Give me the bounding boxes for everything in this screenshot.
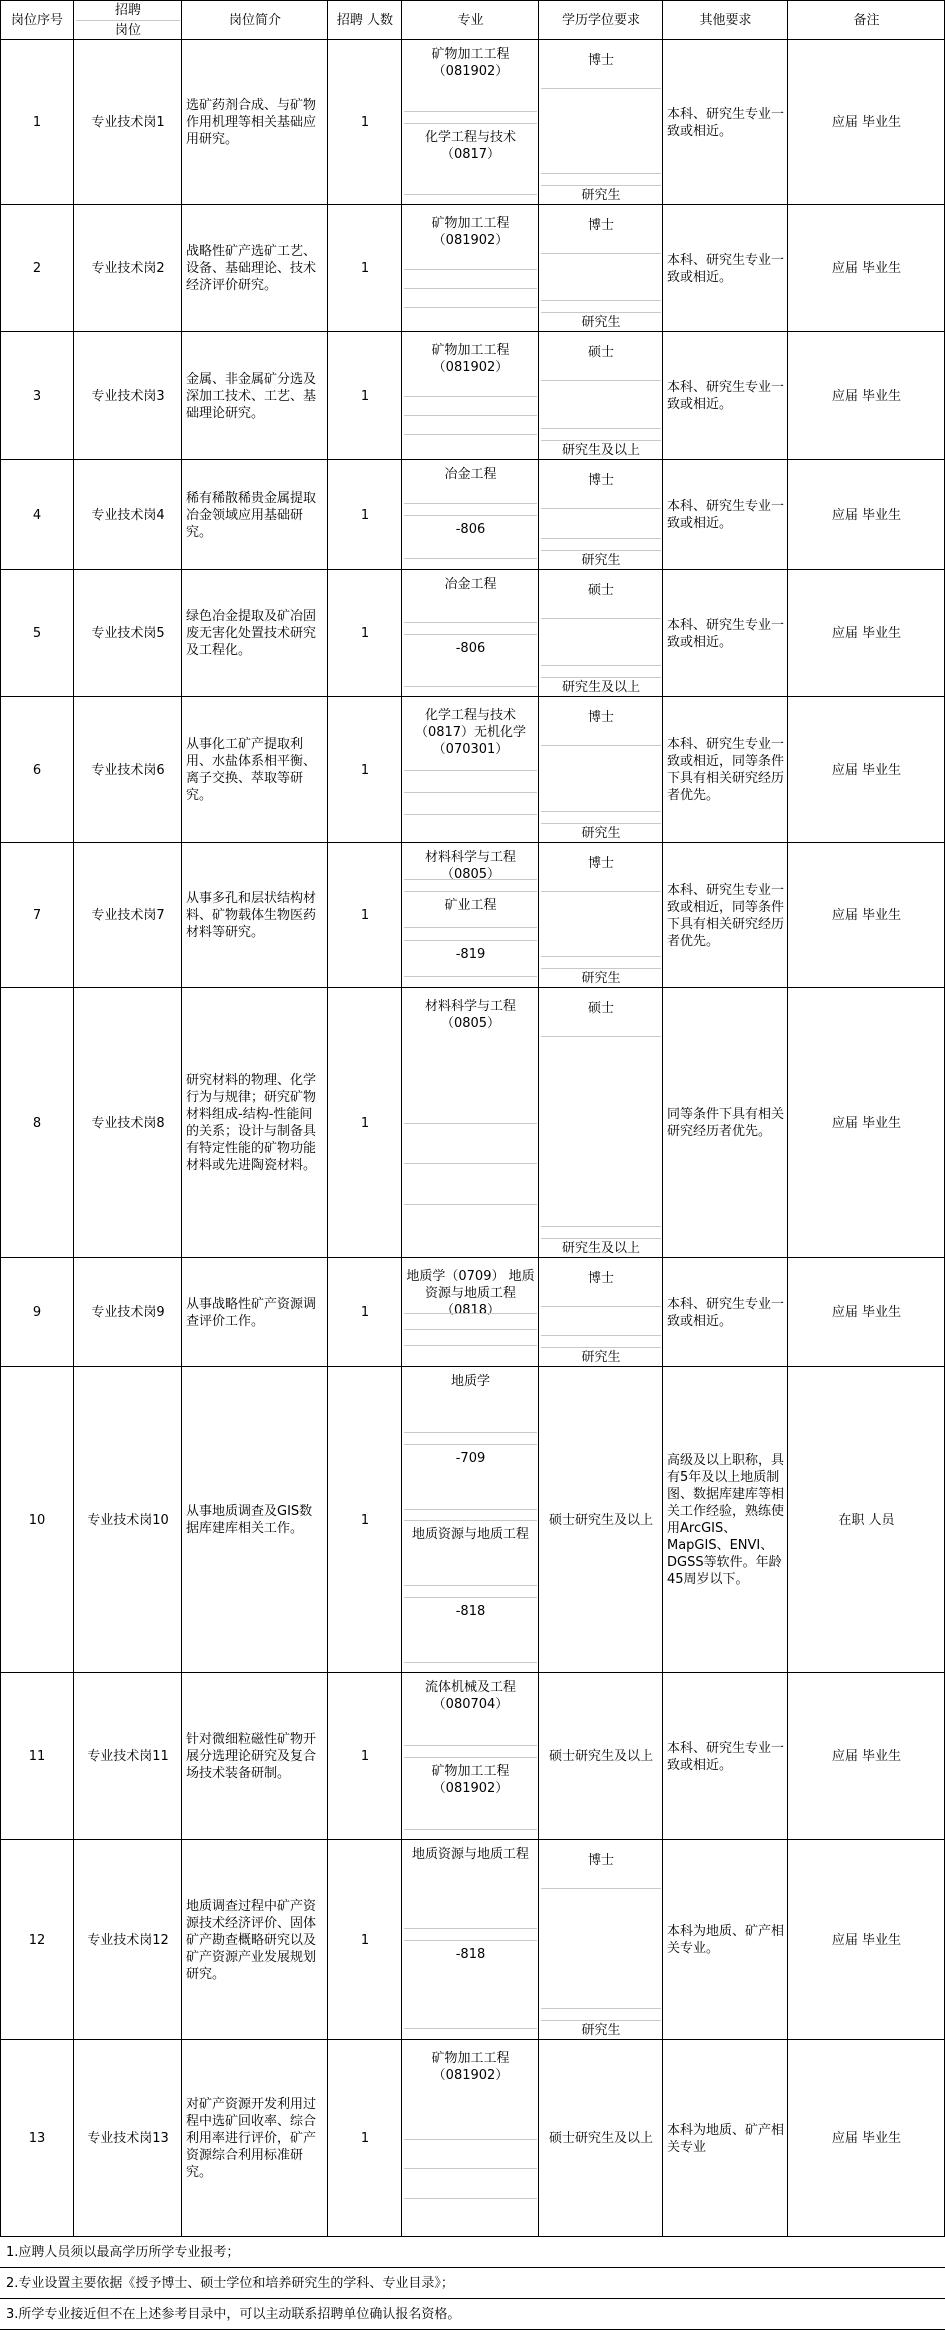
row-edu-bottom: 研究生 xyxy=(581,2022,621,2038)
row-post: 专业技术岗2 xyxy=(91,261,165,276)
row-intro: 从事多孔和层状结构材料、矿物载体生物医药材料等研究。 xyxy=(186,891,317,940)
major-gridline xyxy=(404,1345,537,1346)
row-count: 1 xyxy=(360,908,370,923)
row-major: 地质学（0709） 地质资源与地质工程（0818） xyxy=(406,1269,535,1318)
row-intro: 战略性矿产选矿工艺、设备、基础理论、技术经济评价研究。 xyxy=(186,244,317,293)
header-edu: 学历学位要求 xyxy=(561,12,640,28)
row-major1: 冶金工程 xyxy=(444,577,497,592)
row-edu-top: 博士 xyxy=(587,710,614,725)
row-count: 1 xyxy=(360,1932,370,1948)
major-gridline xyxy=(404,770,537,771)
row-edu-top: 博士 xyxy=(587,218,614,233)
major-gridline xyxy=(404,515,537,516)
row-edu-bottom: 研究生及以上 xyxy=(561,679,640,695)
row-seq: 12 xyxy=(28,1932,46,1948)
major-gridline xyxy=(404,1432,537,1433)
edu-gridline xyxy=(541,968,661,969)
major-gridline xyxy=(404,927,537,928)
header-intro: 岗位简介 xyxy=(228,12,281,28)
row-other: 本科、研究生专业一致或相近。 xyxy=(667,617,785,650)
major-gridline xyxy=(404,1313,537,1314)
row-post: 专业技术岗7 xyxy=(91,908,165,923)
row-remark: 应届 毕业生 xyxy=(831,261,902,276)
row-remark: 应届 毕业生 xyxy=(831,1115,902,1131)
edu-gridline xyxy=(541,508,661,509)
row-post: 专业技术岗4 xyxy=(91,507,165,523)
row-seq: 4 xyxy=(32,507,42,523)
row-edu-bottom: 研究生及以上 xyxy=(561,1240,640,1256)
header-recruit: 招聘 xyxy=(114,2,141,18)
header-other: 其他要求 xyxy=(699,12,752,28)
row-seq: 1 xyxy=(32,115,42,130)
major-gridline xyxy=(404,1204,537,1205)
row-post: 专业技术岗5 xyxy=(91,626,165,641)
row-post: 专业技术岗10 xyxy=(87,1512,169,1528)
row-edu: 硕士研究生及以上 xyxy=(548,1749,653,1764)
row-seq: 11 xyxy=(28,1749,46,1764)
row-post: 专业技术岗1 xyxy=(91,115,165,130)
major-gridline xyxy=(404,415,537,416)
edu-gridline xyxy=(541,618,661,619)
edu-gridline xyxy=(541,1238,661,1239)
row-remark: 应届 毕业生 xyxy=(831,115,902,130)
header-remark: 备注 xyxy=(853,12,880,28)
row-post: 专业技术岗8 xyxy=(91,1115,165,1131)
edu-gridline xyxy=(541,823,661,824)
footnote-2: 2.专业设置主要依据《授予博士、硕士学位和培养研究生的学科、专业目录》； xyxy=(0,2268,945,2299)
row-major1: 流体机械及工程（080704） xyxy=(424,1680,516,1712)
row-other: 本科、研究生专业一致或相近，同等条件下具有相关研究经历者优先。 xyxy=(667,737,785,803)
row-edu-top: 博士 xyxy=(587,473,614,488)
row-count: 1 xyxy=(360,1305,370,1320)
edu-gridline xyxy=(541,665,661,666)
edu-gridline xyxy=(541,300,661,301)
row-edu-bottom: 研究生 xyxy=(581,825,621,841)
edu-gridline xyxy=(541,185,661,186)
row-major4: -818 xyxy=(455,1604,486,1619)
header-major: 专业 xyxy=(457,12,484,28)
row-post: 专业技术岗13 xyxy=(87,2131,169,2146)
row-post: 专业技术岗11 xyxy=(87,1749,169,1764)
row-8-cell-5 xyxy=(539,988,663,1258)
edu-gridline xyxy=(541,440,661,441)
major-gridline xyxy=(404,2139,537,2140)
row-post: 专业技术岗3 xyxy=(91,388,165,404)
edu-gridline xyxy=(541,677,661,678)
major-gridline xyxy=(404,1123,537,1124)
row-edu-top: 硕士 xyxy=(587,345,614,360)
row-intro: 地质调查过程中矿产资源技术经济评价、固体矿产勘查概略研究以及矿产资源产业发展规划研究。 xyxy=(186,1898,317,1982)
major-gridline xyxy=(404,2168,537,2169)
row-other: 本科、研究生专业一致或相近。 xyxy=(667,1740,785,1773)
major-gridline xyxy=(404,622,537,623)
edu-gridline xyxy=(541,380,661,381)
edu-gridline xyxy=(541,1888,661,1889)
edu-gridline xyxy=(541,550,661,551)
row-major1: 冶金工程 xyxy=(444,467,497,482)
edu-gridline xyxy=(541,811,661,812)
row-intro: 从事化工矿产提取利用、水盐体系相平衡、离子交换、萃取等研究。 xyxy=(186,737,317,803)
row-edu-top: 硕士 xyxy=(587,1001,614,1016)
row-seq: 9 xyxy=(32,1305,42,1320)
major-gridline xyxy=(404,1520,537,1521)
header-post: 岗位 xyxy=(114,22,141,38)
row-count: 1 xyxy=(360,1115,370,1131)
major-gridline xyxy=(404,891,537,892)
row-edu-top: 博士 xyxy=(587,1271,614,1286)
major-gridline xyxy=(404,1829,537,1830)
major-gridline xyxy=(404,879,537,880)
row-major: 化学工程与技术（0817）无机化学（070301） xyxy=(414,708,527,757)
major-gridline xyxy=(404,1163,537,1164)
row-intro: 针对微细粒磁性矿物开展分选理论研究及复合场技术装备研制。 xyxy=(186,1732,317,1781)
row-edu-top: 硕士 xyxy=(587,583,614,598)
major-gridline xyxy=(404,2198,537,2199)
row-other: 本科、研究生专业一致或相近。 xyxy=(667,1296,785,1329)
row-intro: 金属、非金属矿分选及深加工技术、工艺、基础理论研究。 xyxy=(186,371,317,421)
row-major1: 地质学 xyxy=(450,1374,490,1389)
row-major2: 化学工程与技术（0817） xyxy=(424,130,516,162)
row-seq: 13 xyxy=(28,2131,46,2146)
edu-gridline xyxy=(541,538,661,539)
edu-gridline xyxy=(541,428,661,429)
row-other: 本科、研究生专业一致或相近。 xyxy=(667,106,785,139)
row-other: 本科、研究生专业一致或相近，同等条件下具有相关研究经历者优先。 xyxy=(667,882,785,949)
edu-gridline xyxy=(541,312,661,313)
row-count: 1 xyxy=(360,2131,370,2146)
row-intro: 研究材料的物理、化学行为与规律；研究矿物材料组成-结构-性能间的关系；设计与制备具有特定性能的矿物功能材料或先进陶瓷材料。 xyxy=(186,1073,317,1173)
row-major3: 地质资源与地质工程 xyxy=(411,1527,529,1542)
major-gridline xyxy=(404,792,537,793)
row-edu-bottom: 研究生 xyxy=(581,187,621,203)
row-count: 1 xyxy=(360,1749,370,1764)
major-gridline xyxy=(404,1745,537,1746)
major-gridline xyxy=(404,288,537,289)
major-gridline xyxy=(404,307,537,308)
row-edu-bottom: 研究生 xyxy=(581,970,621,986)
row-edu: 硕士研究生及以上 xyxy=(548,2131,653,2146)
row-count: 1 xyxy=(360,762,370,778)
row-other: 本科、研究生专业一致或相近。 xyxy=(667,252,785,285)
row-count: 1 xyxy=(360,1512,370,1528)
major-gridline xyxy=(404,558,537,559)
row-count: 1 xyxy=(360,115,370,130)
row-remark: 应届 毕业生 xyxy=(831,1749,902,1764)
row-edu-bottom: 研究生及以上 xyxy=(561,442,640,458)
row-edu-top: 博士 xyxy=(587,856,614,871)
row-major1: 地质资源与地质工程 xyxy=(411,1847,529,1862)
major-gridline xyxy=(404,1444,537,1445)
row-count: 1 xyxy=(360,626,370,641)
row-major: 矿物加工工程（081902） xyxy=(431,216,510,248)
row-major1: 矿物加工工程（081902） xyxy=(431,47,510,79)
row-intro: 从事战略性矿产资源调查评价工作。 xyxy=(186,1296,317,1329)
major-gridline xyxy=(404,1757,537,1758)
edu-gridline xyxy=(541,253,661,254)
row-post: 专业技术岗12 xyxy=(87,1932,169,1948)
major-gridline xyxy=(404,2028,537,2029)
edu-gridline xyxy=(541,745,661,746)
row-major2: 矿业工程 xyxy=(444,898,497,913)
edu-gridline xyxy=(541,2008,661,2009)
row-seq: 2 xyxy=(32,261,42,276)
major-gridline xyxy=(404,634,537,635)
major-gridline xyxy=(404,1662,537,1663)
major-gridline xyxy=(404,940,537,941)
row-seq: 7 xyxy=(32,908,42,923)
major-gridline xyxy=(404,1597,537,1598)
major-gridline xyxy=(404,123,537,124)
row-remark: 在职 人员 xyxy=(838,1512,895,1528)
row-intro: 选矿药剂合成、与矿物作用机理等相关基础应用研究。 xyxy=(186,98,317,147)
edu-gridline xyxy=(541,1226,661,1227)
row-remark: 应届 毕业生 xyxy=(831,2131,902,2146)
row-count: 1 xyxy=(360,507,370,523)
row-edu: 硕士研究生及以上 xyxy=(548,1512,653,1528)
row-major: 材料科学与工程（0805） xyxy=(424,999,516,1031)
edu-gridline xyxy=(541,173,661,174)
row-major: 矿物加工工程（081902） xyxy=(431,343,510,375)
row-other: 本科为地质、矿产相关专业 xyxy=(667,2122,785,2155)
major-gridline xyxy=(404,1940,537,1941)
row-edu-bottom: 研究生 xyxy=(581,1349,621,1365)
major-gridline xyxy=(404,434,537,435)
row-remark: 应届 毕业生 xyxy=(831,507,902,523)
row-other: 同等条件下具有相关研究经历者优先。 xyxy=(667,1107,785,1139)
row-intro: 对矿产资源开发利用过程中选矿回收率、综合利用率进行评价，矿产资源综合利用标准研究。 xyxy=(186,2097,317,2180)
major-gridline xyxy=(404,1928,537,1929)
row-edu-bottom: 研究生 xyxy=(581,552,621,568)
edu-gridline xyxy=(541,1335,661,1336)
major-gridline xyxy=(404,976,537,977)
footnote-1: 1.应聘人员须以最高学历所学专业报考； xyxy=(0,2237,945,2268)
row-count: 1 xyxy=(360,261,370,276)
row-remark: 应届 毕业生 xyxy=(831,908,902,923)
row-major2: -709 xyxy=(455,1451,486,1466)
row-seq: 10 xyxy=(28,1512,46,1528)
major-gridline xyxy=(404,396,537,397)
row-count: 1 xyxy=(360,388,370,404)
row-edu-top: 博士 xyxy=(587,1853,614,1868)
row-edu-top: 博士 xyxy=(587,53,614,68)
row-major1: 材料科学与工程（0805） xyxy=(424,850,516,882)
edu-gridline xyxy=(541,956,661,957)
header-seq: 岗位序号 xyxy=(10,12,63,28)
row-major2: -818 xyxy=(455,1947,486,1962)
edu-gridline xyxy=(541,1036,661,1037)
row-seq: 8 xyxy=(32,1115,42,1131)
major-gridline xyxy=(404,194,537,195)
row-major2: -806 xyxy=(455,641,486,656)
row-post: 专业技术岗9 xyxy=(91,1305,165,1320)
row-other: 本科、研究生专业一致或相近。 xyxy=(667,499,785,531)
row-other: 本科、研究生专业一致或相近。 xyxy=(667,380,785,412)
row-edu-bottom: 研究生 xyxy=(581,314,621,330)
major-gridline xyxy=(404,269,537,270)
edu-gridline xyxy=(541,2020,661,2021)
major-gridline xyxy=(404,814,537,815)
edu-gridline xyxy=(541,1306,661,1307)
row-other: 高级及以上职称，具有5年及以上地质制图、数据库建库等相关工作经验，熟练使用ArcGIS、MapGIS、ENVI、DGSS等软件。年龄45周岁以下。 xyxy=(667,1453,785,1587)
row-remark: 应届 毕业生 xyxy=(831,1932,902,1948)
row-seq: 3 xyxy=(32,388,42,404)
row-post: 专业技术岗6 xyxy=(91,762,165,778)
row-seq: 6 xyxy=(32,762,42,778)
major-gridline xyxy=(404,111,537,112)
major-gridline xyxy=(404,1329,537,1330)
major-gridline xyxy=(404,1585,537,1586)
row-major2: 矿物加工工程（081902） xyxy=(431,1764,510,1796)
edu-gridline xyxy=(541,1347,661,1348)
row-intro: 绿色冶金提取及矿冶固废无害化处置技术研究及工程化。 xyxy=(186,609,317,658)
row-remark: 应届 毕业生 xyxy=(831,762,902,778)
footnote-3: 3.所学专业接近但不在上述参考目录中，可以主动联系招聘单位确认报名资格。 xyxy=(0,2299,945,2330)
row-seq: 5 xyxy=(32,626,42,641)
edu-gridline xyxy=(541,88,661,89)
row-intro: 稀有稀散稀贵金属提取冶金领域应用基础研究。 xyxy=(186,490,317,540)
edu-gridline xyxy=(541,891,661,892)
header-count: 招聘 人数 xyxy=(336,12,394,28)
row-major: 矿物加工工程（081902） xyxy=(431,2051,510,2083)
row-intro: 从事地质调查及GIS数据库建库相关工作。 xyxy=(186,1504,313,1536)
row-other: 本科为地质、矿产相关专业。 xyxy=(667,1924,785,1956)
major-gridline xyxy=(404,503,537,504)
row-major3: -819 xyxy=(455,947,486,962)
row-remark: 应届 毕业生 xyxy=(831,626,902,641)
row-remark: 应届 毕业生 xyxy=(831,1305,902,1320)
major-gridline xyxy=(404,686,537,687)
row-remark: 应届 毕业生 xyxy=(831,388,902,404)
major-gridline xyxy=(404,1509,537,1510)
row-major2: -806 xyxy=(455,522,486,537)
